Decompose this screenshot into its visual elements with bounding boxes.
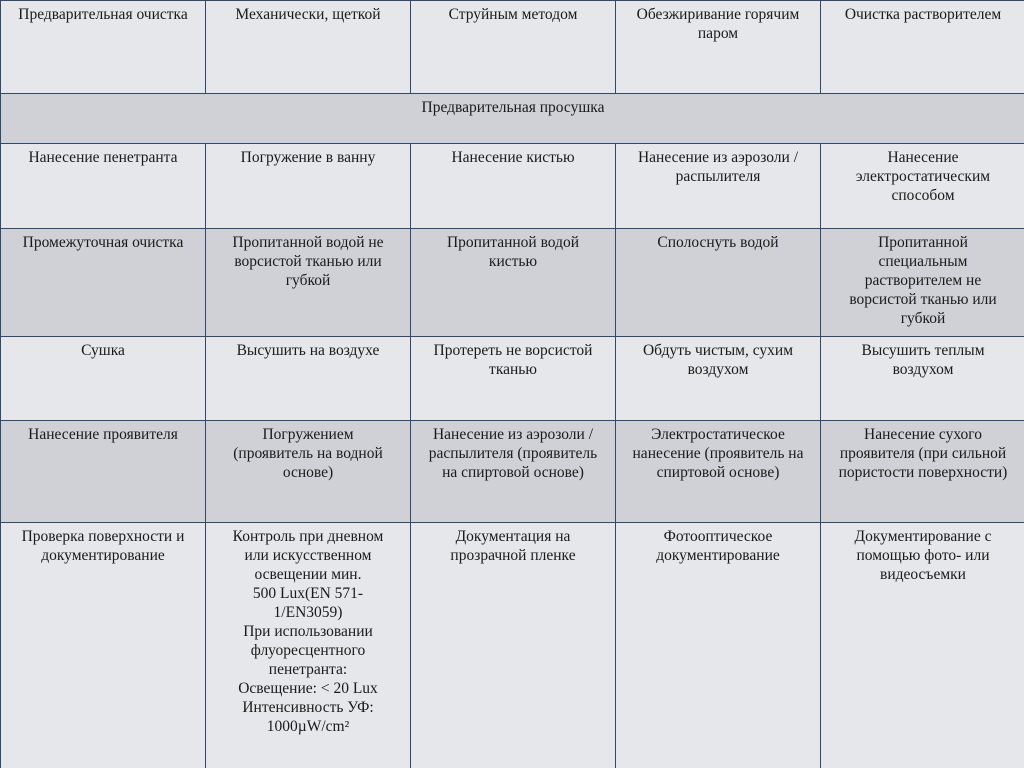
method-cell: Нанесение электростатическим способом bbox=[821, 144, 1024, 229]
stage-cell: Сушка bbox=[1, 337, 206, 421]
method-cell: Сполоснуть водой bbox=[616, 229, 821, 337]
method-cell: Пропитанной специальным растворителем не ворсистой тканью или губкой bbox=[821, 229, 1024, 337]
table-row-penetrant-application bbox=[1, 144, 1024, 229]
method-cell: Погружение в ванну bbox=[206, 144, 411, 229]
spanning-stage-cell: Предварительная просушка bbox=[1, 94, 1024, 144]
method-cell: Погружением (проявитель на водной основе) bbox=[206, 421, 411, 523]
method-cell: Документация на прозрачной пленке bbox=[411, 523, 616, 768]
stage-cell: Нанесение проявителя bbox=[1, 421, 206, 523]
method-cell: Высушить теплым воздухом bbox=[821, 337, 1024, 421]
table-row-developer-application bbox=[1, 421, 1024, 523]
method-cell: Пропитанной водой не ворсистой тканью или губкой bbox=[206, 229, 411, 337]
method-cell: Электростатическое нанесение (проявитель на спиртовой основе) bbox=[616, 421, 821, 523]
method-cell: Нанесение кистью bbox=[411, 144, 616, 229]
method-cell: Пропитанной водой кистью bbox=[411, 229, 616, 337]
method-cell: Высушить на воздухе bbox=[206, 337, 411, 421]
table-row-intermediate-cleaning bbox=[1, 229, 1024, 337]
method-cell: Струйным методом bbox=[411, 1, 616, 94]
stage-cell: Промежуточная очистка bbox=[1, 229, 206, 337]
table-row-pre-cleaning bbox=[1, 1, 1024, 94]
method-cell: Обдуть чистым, сухим воздухом bbox=[616, 337, 821, 421]
method-cell: Очистка растворителем bbox=[821, 1, 1024, 94]
method-cell: Контроль при дневном или искусственном освещении мин. 500 Lux(EN 571- 1/EN3059) При использовании флуоресцентного пенетранта: Освещение: < 20 Lux Интенсивность УФ: 1000µW/cm² bbox=[206, 523, 411, 768]
method-cell: Документирование с помощью фото- или видеосъемки bbox=[821, 523, 1024, 768]
method-cell: Нанесение из аэрозоли / распылителя (проявитель на спиртовой основе) bbox=[411, 421, 616, 523]
method-cell: Механически, щеткой bbox=[206, 1, 411, 94]
stage-cell: Нанесение пенетранта bbox=[1, 144, 206, 229]
table-row-pre-drying bbox=[1, 94, 1024, 144]
method-cell: Фотооптическое документирование bbox=[616, 523, 821, 768]
stage-cell: Проверка поверхности и документирование bbox=[1, 523, 206, 768]
table-row-inspection-documentation bbox=[1, 523, 1024, 768]
method-cell: Протереть не ворсистой тканью bbox=[411, 337, 616, 421]
method-cell: Обезжиривание горячим паром bbox=[616, 1, 821, 94]
table-row-drying bbox=[1, 337, 1024, 421]
stage-cell: Предварительная очистка bbox=[1, 1, 206, 94]
method-cell: Нанесение из аэрозоли / распылителя bbox=[616, 144, 821, 229]
method-cell: Нанесение сухого проявителя (при сильной пористости поверхности) bbox=[821, 421, 1024, 523]
